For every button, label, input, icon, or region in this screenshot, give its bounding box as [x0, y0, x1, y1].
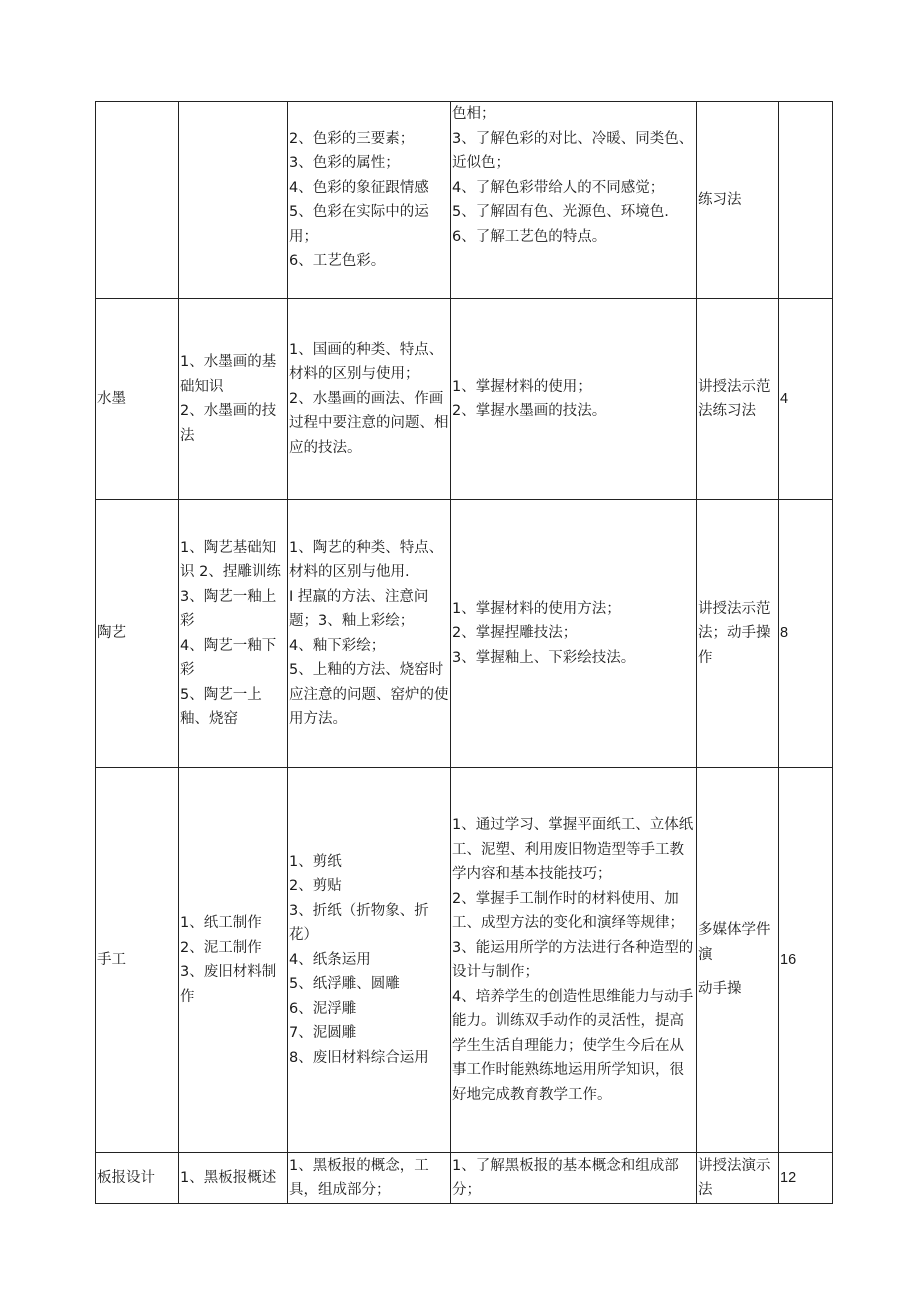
module-cell: 水墨 [96, 299, 179, 500]
content-cell: 2、色彩的三要素； 3、色彩的属性； 4、色彩的象征跟情感 5、色彩在实际中的运用； 6、工艺色彩。 [288, 102, 451, 299]
table-row [96, 102, 833, 299]
table-row [96, 1153, 833, 1204]
content-cell: 1、剪纸 2、剪贴 3、折纸（折物象、折花） 4、纸条运用 5、纸浮雕、圆雕 6、泥浮雕 7、泥圆雕 8、废旧材料综合运用 [288, 768, 451, 1153]
topics-cell [179, 102, 288, 299]
table-row [96, 768, 833, 1153]
hours-cell: 12 [779, 1153, 833, 1204]
content-cell: 1、国画的种类、特点、材料的区别与使用； 2、水墨画的画法、作画过程中要注意的问题、相应的技法。 [288, 299, 451, 500]
syllabus-table [95, 101, 833, 1204]
topics-cell: 1、黑板报概述 [179, 1153, 288, 1204]
module-cell: 板报设计 [96, 1153, 179, 1204]
hours-cell: 8 [779, 500, 833, 768]
method-cell: 多媒体学件演 动手操 [697, 768, 779, 1153]
module-cell: 陶艺 [96, 500, 179, 768]
method-cell: 讲授法示范法练习法 [697, 299, 779, 500]
table-row [96, 500, 833, 768]
goals-cell: 1、了解黑板报的基本概念和组成部分； [451, 1153, 697, 1204]
content-cell: 1、陶艺的种类、特点、材料的区别与他用. I 捏羸的方法、注意问题；3、釉上彩绘； 4、釉下彩绘； 5、上釉的方法、烧窑时应注意的问题、窑炉的使用方法。 [288, 500, 451, 768]
topics-cell: 1、纸工制作 2、泥工制作 3、废旧材料制作 [179, 768, 288, 1153]
hours-cell [779, 102, 833, 299]
module-cell [96, 102, 179, 299]
content-cell: 1、黑板报的概念，工具，组成部分； [288, 1153, 451, 1204]
hours-cell: 16 [779, 768, 833, 1153]
module-cell: 手工 [96, 768, 179, 1153]
topics-cell: 1、陶艺基础知识 2、捏雕训练 3、陶艺一釉上彩 4、陶艺一釉下彩 5、陶艺一上釉、烧窑 [179, 500, 288, 768]
topics-cell: 1、水墨画的基础知识 2、水墨画的技法 [179, 299, 288, 500]
hours-cell: 4 [779, 299, 833, 500]
goals-cell: 1、掌握材料的使用方法； 2、掌握捏雕技法； 3、掌握釉上、下彩绘技法。 [451, 500, 697, 768]
method-cell: 讲授法示范法；动手操作 [697, 500, 779, 768]
method-cell: 练习法 [697, 102, 779, 299]
goals-cell: 1、通过学习、掌握平面纸工、立体纸工、泥塑、利用废旧物造型等手工教学内容和基本技能技巧； 2、掌握手工制作时的材料使用、加工、成型方法的变化和演绎等规律； 3、能运用所学的方法进行各种造型的设计与制作； 4、培养学生的创造性思维能力与动手能力。训练双手动作的灵活性，提高学生生活自理能力；使学生今后在从事工作时能熟练地运用所学知识，很好地完成教育教学工作。 [451, 768, 697, 1153]
goals-cell: 1、掌握材料的使用； 2、掌握水墨画的技法。 [451, 299, 697, 500]
method-cell: 讲授法演示法 [697, 1153, 779, 1204]
table-row [96, 299, 833, 500]
goals-cell: 色相； 3、了解色彩的对比、冷暖、同类色、近似色； 4、了解色彩带给人的不同感觉； 5、了解固有色、光源色、环境色. 6、了解工艺色的特点。 [451, 102, 697, 299]
